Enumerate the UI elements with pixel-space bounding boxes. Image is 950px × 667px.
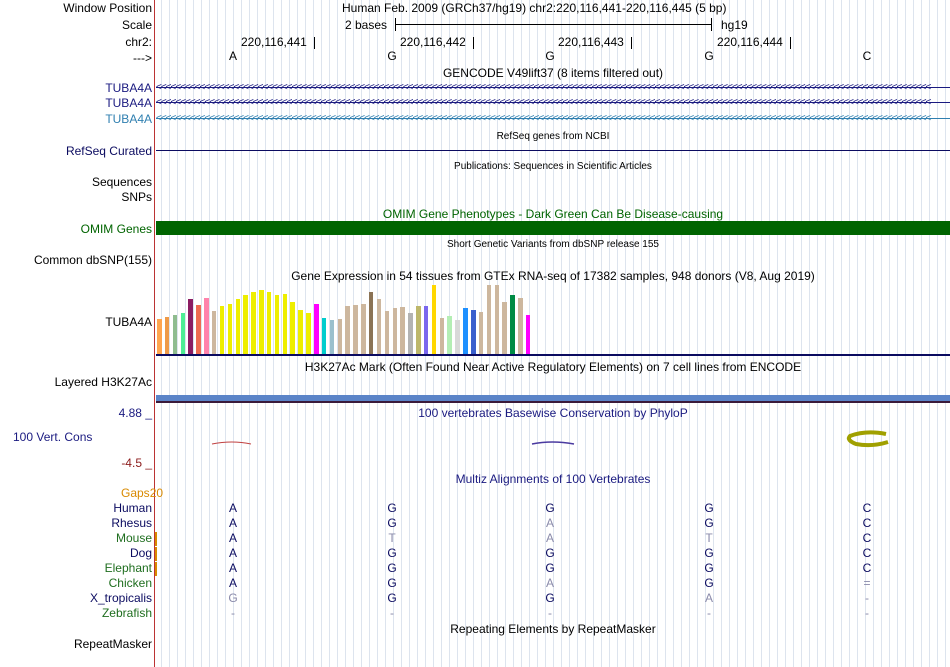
multiz-gaps-label [121,486,163,500]
alignment-base: G [545,501,555,515]
position-2: 220,116,442 [400,35,466,49]
gtex-tissue-bar[interactable] [400,307,405,354]
gtex-tissue-bar[interactable] [393,308,398,354]
alignment-base: G [704,501,714,515]
ref-base-1: A [228,49,237,63]
conservation-track-title[interactable]: 100 vertebrates Basewise Conservation by PhyloP [418,406,688,420]
alignment-base: - [865,606,869,620]
multiz-species-label[interactable]: Chicken [108,576,152,590]
alignment-base: G [228,591,238,605]
gtex-tissue-bar[interactable] [306,313,311,354]
h3k27ac-track-title[interactable]: H3K27Ac Mark (Often Found Near Active Regulatory Elements) on 7 cell lines from ENCODE [304,360,802,374]
gtex-tissue-bar[interactable] [495,285,500,354]
publications-snps-label[interactable]: SNPs [121,190,152,204]
alignment-base: A [704,591,713,605]
gtex-tissue-bar[interactable] [345,306,350,354]
gtex-tissue-bar[interactable] [526,315,531,354]
alignment-base: G [387,516,397,530]
h3k27ac-label[interactable]: Layered H3K27Ac [54,375,152,389]
alignment-base: A [545,531,554,545]
ref-base-2: G [387,49,397,63]
alignment-base: C [862,561,872,575]
gencode-label-2[interactable]: TUBA4A [105,96,152,110]
gtex-tissue-bar[interactable] [432,285,437,354]
alignment-base: T [705,531,713,545]
ref-base-3: G [545,49,555,63]
gtex-tissue-bar[interactable] [173,315,178,354]
alignment-base: A [228,516,237,530]
window-position-text: Human Feb. 2009 (GRCh37/hg19) chr2:220,116,441-220,116,445 (5 bp) [342,1,727,15]
alignment-base: A [228,531,237,545]
position-tick-3 [631,37,632,49]
alignment-base: G [387,591,397,605]
alignment-base: T [388,531,396,545]
gencode-transcript-3[interactable] [156,113,950,125]
alignment-base: G [704,561,714,575]
alignment-base: - [707,606,711,620]
multiz-species-label[interactable]: X_tropicalis [89,591,152,605]
gtex-tissue-bar[interactable] [243,295,248,354]
gtex-tissue-bar[interactable] [290,302,295,354]
alignment-base: - [390,606,394,620]
repeatmasker-track-title[interactable]: Repeating Elements by RepeatMasker [450,622,656,636]
gtex-tissue-bar[interactable] [338,319,343,354]
publications-sequences-label[interactable]: Sequences [91,175,152,189]
gtex-tissue-bar[interactable] [361,304,366,354]
alignment-base: A [228,576,237,590]
gtex-tissue-bar[interactable] [236,299,241,354]
gtex-tissue-bar[interactable] [165,317,170,354]
multiz-species-label[interactable]: Zebrafish [101,606,152,620]
gtex-tissue-bar[interactable] [228,304,233,354]
gtex-tissue-bar[interactable] [447,316,452,355]
publications-track-title[interactable]: Publications: Sequences in Scientific Articles [454,161,652,172]
gencode-transcript-1[interactable] [156,82,950,94]
alignment-base: G [704,576,714,590]
alignment-base: G [704,546,714,560]
multiz-track-title[interactable]: Multiz Alignments of 100 Vertebrates [455,472,651,486]
gtex-tissue-bar[interactable] [251,292,256,354]
alignment-base: G [704,516,714,530]
alignment-base: C [862,546,872,560]
alignment-base: A [228,546,237,560]
gtex-tissue-bar[interactable] [314,304,319,354]
alignment-base: A [545,576,554,590]
gtex-tissue-bar[interactable] [259,290,264,354]
window-position-label: Window Position [63,1,152,15]
omim-gene-bar[interactable] [156,221,950,235]
gtex-tissue-bar[interactable] [275,295,280,355]
conservation-min-label: -4.5 _ [121,456,152,470]
alignment-base: - [548,606,552,620]
alignment-base: G [387,561,397,575]
gtex-tissue-bar[interactable] [298,310,303,354]
gtex-tissue-bar[interactable] [510,295,515,354]
gtex-label[interactable]: TUBA4A [105,315,152,329]
chrom-label: chr2: [125,35,152,49]
gaps-text: Gaps [121,486,150,500]
gtex-baseline [156,354,950,356]
gtex-tissue-bar[interactable] [471,310,476,354]
scale-left-text: 2 bases [345,18,388,32]
scale-bar-right-tick [711,18,712,31]
position-4: 220,116,444 [717,35,783,49]
gtex-tissue-bar[interactable] [322,318,327,354]
gtex-tissue-bar[interactable] [204,298,209,354]
strand-arrow-label: ---> [133,51,152,65]
multiz-species-label[interactable]: Human [113,501,152,515]
h3k27ac-baseline [156,401,950,403]
gtex-tissue-bar[interactable] [487,285,492,354]
refseq-label[interactable]: RefSeq Curated [65,144,152,158]
alignment-base: A [228,501,237,515]
gtex-tissue-bar[interactable] [416,306,421,354]
alignment-base: G [545,591,555,605]
mouse-gap-marker [155,532,157,546]
gtex-bar-chart[interactable] [156,284,556,354]
position-tick-2 [473,37,474,49]
gtex-tissue-bar[interactable] [455,320,460,354]
alignment-base: - [231,606,235,620]
gtex-tissue-bar[interactable] [188,299,193,354]
dog-gap-marker [155,547,157,561]
ref-base-5: C [862,49,872,63]
gtex-tissue-bar[interactable] [157,319,162,354]
alignment-base: G [387,576,397,590]
scale-label: Scale [121,18,152,32]
conservation-label[interactable]: 100 Vert. Cons [13,430,93,444]
alignment-base: G [545,546,555,560]
alignment-base: G [387,546,397,560]
position-1: 220,116,441 [241,35,307,49]
ref-base-4: G [704,49,714,63]
gtex-tissue-bar[interactable] [330,320,335,354]
position-3: 220,116,443 [558,35,624,49]
gtex-tissue-bar[interactable] [440,318,445,354]
alignment-base: A [228,561,237,575]
refseq-transcript[interactable] [156,150,950,151]
gtex-tissue-bar[interactable] [283,294,288,354]
gtex-tissue-bar[interactable] [377,299,382,354]
conservation-max-label: 4.88 _ [118,406,152,420]
gtex-tissue-bar[interactable] [518,298,523,354]
position-tick-4 [790,37,791,49]
omim-label[interactable]: OMIM Genes [80,222,152,236]
multiz-species-label[interactable]: Elephant [104,561,152,575]
scale-right-text: hg19 [721,18,748,32]
alignment-base: = [863,576,871,590]
gtex-tissue-bar[interactable] [353,305,358,354]
multiz-species-label[interactable]: Rhesus [111,516,152,530]
refseq-track-title[interactable]: RefSeq genes from NCBI [496,131,610,142]
gtex-tissue-bar[interactable] [212,311,217,354]
multiz-species-label[interactable]: Dog [129,546,152,560]
dbsnp-label[interactable]: Common dbSNP(155) [33,253,152,267]
elephant-gap-marker [155,562,157,576]
gtex-tissue-bar[interactable] [502,302,507,355]
conservation-plot[interactable] [156,420,950,470]
multiz-species-label[interactable]: Mouse [115,531,152,545]
scale-bar [395,24,711,25]
alignment-base: - [865,591,869,605]
gtex-tissue-bar[interactable] [369,292,374,354]
gaps-value: 20 [149,486,164,500]
gtex-tissue-bar[interactable] [220,306,225,354]
gtex-tissue-bar[interactable] [479,312,484,354]
alignment-base: G [545,561,555,575]
gtex-tissue-bar[interactable] [181,313,186,354]
alignment-base: C [862,531,872,545]
gencode-transcript-2[interactable] [156,97,950,109]
repeatmasker-label[interactable]: RepeatMasker [73,637,152,651]
position-tick-1 [314,37,315,49]
gencode-label-1[interactable]: TUBA4A [105,81,152,95]
gtex-tissue-bar[interactable] [196,305,201,354]
gtex-tissue-bar[interactable] [267,292,272,354]
alignment-base: C [862,516,872,530]
dbsnp-track-title[interactable]: Short Genetic Variants from dbSNP release 155 [447,239,659,250]
gtex-tissue-bar[interactable] [424,306,429,354]
alignment-base: C [862,501,872,515]
gtex-tissue-bar[interactable] [408,313,413,354]
gtex-tissue-bar[interactable] [463,308,468,354]
omim-track-title[interactable]: OMIM Gene Phenotypes - Dark Green Can Be Disease-causing [382,207,724,221]
gencode-label-3[interactable]: TUBA4A [105,112,152,126]
gtex-track-title[interactable]: Gene Expression in 54 tissues from GTEx RNA-seq of 17382 samples, 948 donors (V8, Aug 2019) [291,269,815,283]
scale-bar-left-tick [395,18,396,31]
alignment-base: A [545,516,554,530]
gencode-track-title[interactable]: GENCODE V49lift37 (8 items filtered out) [442,66,664,80]
gtex-tissue-bar[interactable] [385,311,390,354]
alignment-base: G [387,501,397,515]
